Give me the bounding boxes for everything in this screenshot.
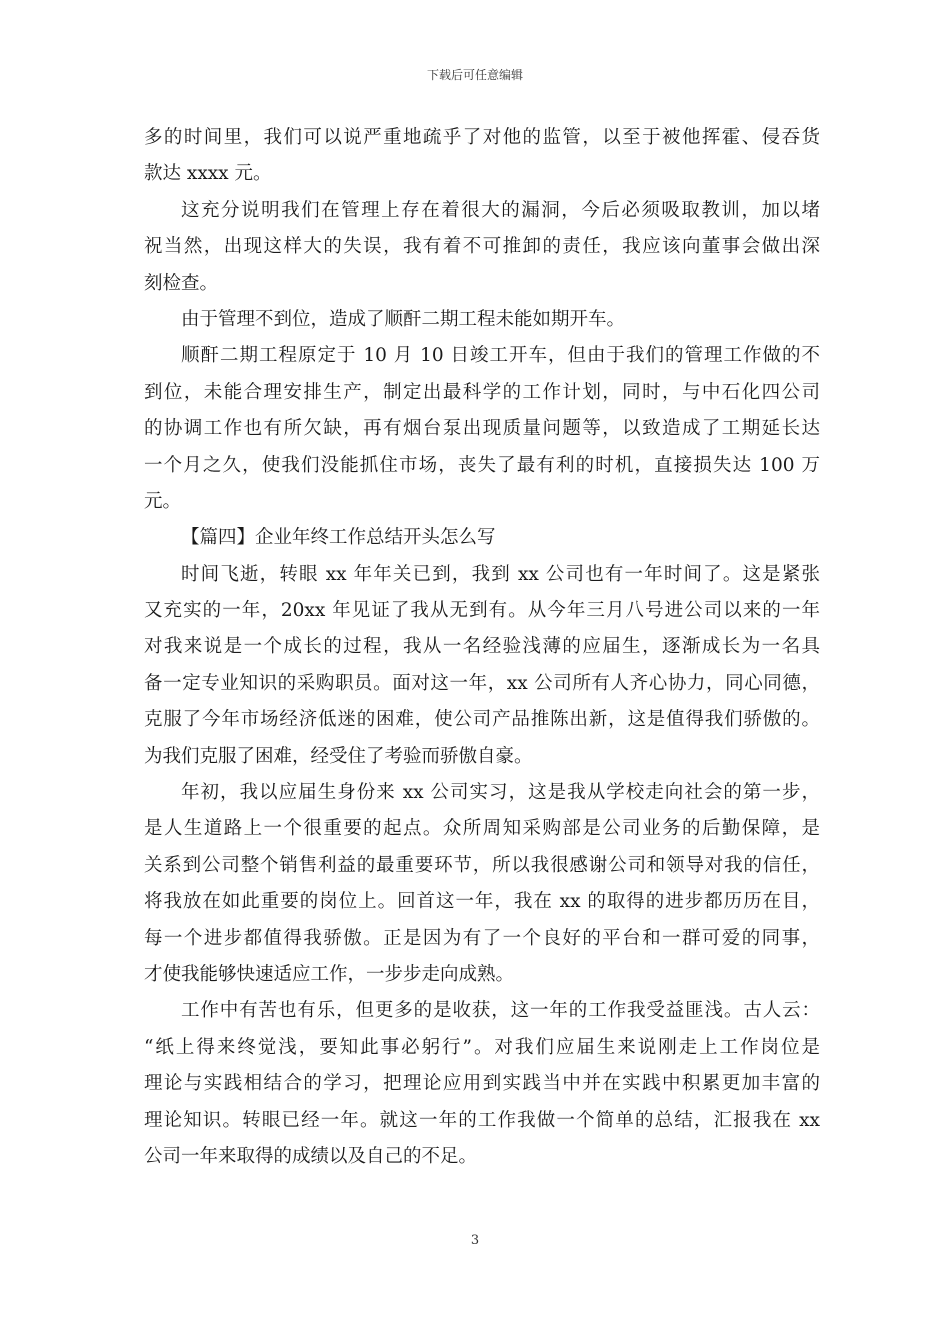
text-line: 由于管理不到位，造成了顺酐二期工程未能如期开车。: [181, 308, 626, 330]
text-line: 才使我能够快速适应工作，一步步走向成熟。: [144, 963, 515, 985]
text-line: 元。: [144, 490, 182, 512]
text-line: 到位，未能合理安排生产，制定出最科学的工作计划，同时，与中石化四公司: [144, 381, 820, 403]
text-line: 是人生道路上一个很重要的起点。众所周知采购部是公司业务的后勤保障，是: [144, 818, 820, 840]
text-line: 的协调工作也有所欠缺，再有烟台泵出现质量问题等，以致造成了工期延长达: [144, 418, 820, 440]
text-line: 理论知识。转眼已经一年。就这一年的工作我做一个简单的总结，汇报我在 xx: [144, 1109, 820, 1131]
text-line: 克服了今年市场经济低迷的困难，使公司产品推陈出新，这是值得我们骄傲的。: [144, 709, 820, 731]
text-line: 公司一年来取得的成绩以及自己的不足。: [144, 1145, 478, 1167]
text-line: 工作中有苦也有乐，但更多的是收获，这一年的工作我受益匪浅。古人云：: [181, 1000, 820, 1022]
text-line: 时间飞逝，转眼 xx 年年关已到，我到 xx 公司也有一年时间了。这是紧张: [181, 563, 820, 585]
text-line: 为我们克服了困难，经受住了考验而骄傲自豪。: [144, 745, 533, 767]
section-heading: 【篇四】企业年终工作总结开头怎么写: [181, 527, 496, 549]
text-line: 年初，我以应届生身份来 xx 公司实习，这是我从学校走向社会的第一步，: [181, 782, 820, 804]
text-line: 备一定专业知识的采购职员。面对这一年，xx 公司所有人齐心协力，同心同德，: [144, 672, 820, 694]
text-line: 又充实的一年，20xx 年见证了我从无到有。从今年三月八号进公司以来的一年: [144, 600, 820, 622]
page-number: 3: [470, 1233, 480, 1248]
text-line: 这充分说明我们在管理上存在着很大的漏洞，今后必须吸取教训，加以堵: [181, 199, 820, 221]
text-line: 对我来说是一个成长的过程，我从一名经验浅薄的应届生，逐渐成长为一名具: [144, 636, 820, 658]
text-line: 顺酐二期工程原定于 10 月 10 日竣工开车，但由于我们的管理工作做的不: [181, 345, 820, 367]
page-header: 下载后可任意编辑: [426, 68, 523, 82]
document-body: [144, 120, 820, 1175]
text-line: 理论与实践相结合的学习，把理论应用到实践当中并在实践中积累更加丰富的: [144, 1073, 820, 1095]
text-line: 关系到公司整个销售利益的最重要环节，所以我很感谢公司和领导对我的信任，: [144, 854, 820, 876]
text-line: 一个月之久，使我们没能抓住市场，丧失了最有利的时机，直接损失达 100 万: [144, 454, 820, 476]
text-line: 款达 xxxx 元。: [144, 163, 272, 185]
text-line: 刻检查。: [144, 272, 219, 294]
text-line: “纸上得来终觉浅，要知此事必躬行”。对我们应届生来说刚走上工作岗位是: [144, 1036, 820, 1058]
text-line: 祝当然，出现这样大的失误，我有着不可推卸的责任，我应该向董事会做出深: [144, 236, 820, 258]
text-line: 多的时间里，我们可以说严重地疏乎了对他的监管，以至于被他挥霍、侵吞货: [144, 127, 820, 148]
text-line: 每一个进步都值得我骄傲。正是因为有了一个良好的平台和一群可爱的同事，: [144, 927, 820, 949]
text-line: 将我放在如此重要的岗位上。回首这一年，我在 xx 的取得的进步都历历在目，: [144, 891, 820, 913]
